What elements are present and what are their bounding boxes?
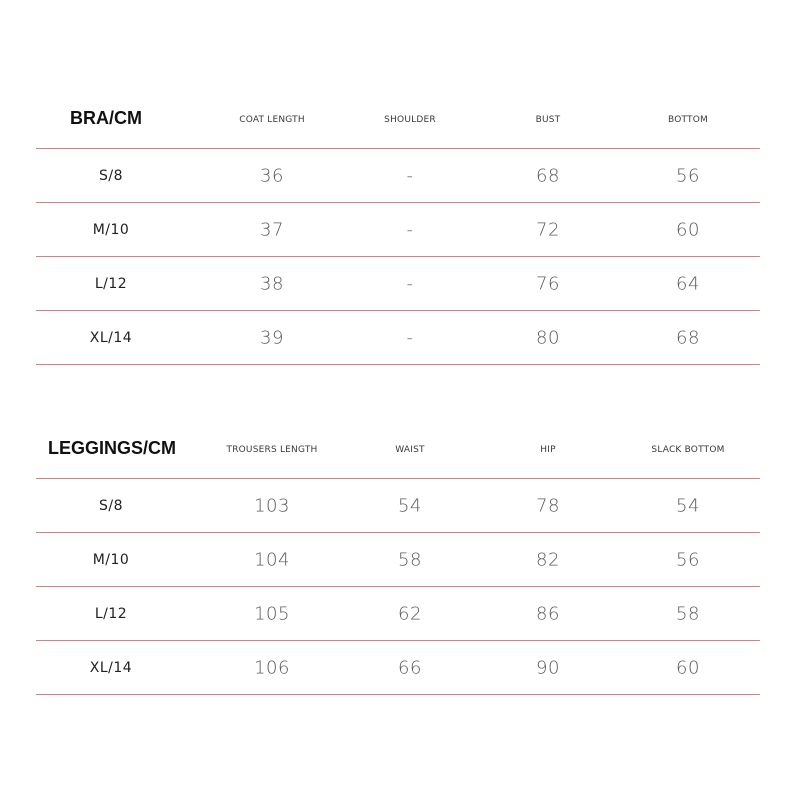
table-cell: 38	[260, 273, 284, 294]
table-cell: 54	[676, 495, 700, 516]
column-header: SHOULDER	[384, 115, 436, 125]
table-cell: -	[406, 219, 414, 240]
size-label: XL/14	[89, 659, 133, 676]
table-cell: 72	[536, 219, 560, 240]
size-label: M/10	[92, 551, 130, 568]
table-header-row	[36, 96, 760, 149]
table-cell: 39	[260, 327, 284, 348]
table-row	[36, 311, 760, 365]
column-header: COAT LENGTH	[239, 115, 305, 125]
table-cell: 86	[536, 603, 560, 624]
table-title: BRA/CM	[70, 108, 142, 128]
table-cell: 58	[676, 603, 700, 624]
table-header-row	[36, 426, 760, 479]
table-row	[36, 149, 760, 203]
table-cell: 104	[254, 549, 290, 570]
table-cell: 58	[398, 549, 422, 570]
size-label: XL/14	[89, 329, 133, 346]
table-title: LEGGINGS/CM	[48, 438, 177, 458]
table-cell: 66	[398, 657, 422, 678]
table-row	[36, 203, 760, 257]
table-row	[36, 257, 760, 311]
column-header: BOTTOM	[668, 115, 708, 125]
size-label: M/10	[92, 221, 130, 238]
table-cell: 78	[536, 495, 560, 516]
table-row	[36, 533, 760, 587]
table-cell: 56	[676, 165, 700, 186]
table-cell: 76	[536, 273, 560, 294]
table-cell: 68	[676, 327, 700, 348]
table-cell: -	[406, 327, 414, 348]
table-cell: 37	[260, 219, 284, 240]
leggings-size-table	[36, 426, 760, 695]
column-header: WAIST	[395, 445, 425, 455]
table-cell: 90	[536, 657, 560, 678]
column-header: SLACK BOTTOM	[651, 445, 725, 455]
table-cell: 103	[254, 495, 290, 516]
table-cell: 62	[398, 603, 422, 624]
size-label: S/8	[98, 167, 124, 184]
column-header: BUST	[535, 115, 561, 125]
table-cell: 56	[676, 549, 700, 570]
table-cell: 60	[676, 657, 700, 678]
table-row	[36, 587, 760, 641]
table-row	[36, 479, 760, 533]
table-cell: 80	[536, 327, 560, 348]
column-header: TROUSERS LENGTH	[226, 445, 318, 455]
column-header: HIP	[540, 445, 556, 455]
bra-size-table	[36, 96, 760, 365]
table-cell: -	[406, 273, 414, 294]
table-cell: 68	[536, 165, 560, 186]
table-cell: 60	[676, 219, 700, 240]
table-cell: -	[406, 165, 414, 186]
size-label: L/12	[94, 275, 128, 292]
size-label: S/8	[98, 497, 124, 514]
table-cell: 105	[254, 603, 290, 624]
size-label: L/12	[94, 605, 128, 622]
table-row	[36, 641, 760, 695]
table-cell: 64	[676, 273, 700, 294]
table-cell: 106	[254, 657, 290, 678]
table-cell: 36	[260, 165, 284, 186]
table-cell: 54	[398, 495, 422, 516]
table-cell: 82	[536, 549, 560, 570]
